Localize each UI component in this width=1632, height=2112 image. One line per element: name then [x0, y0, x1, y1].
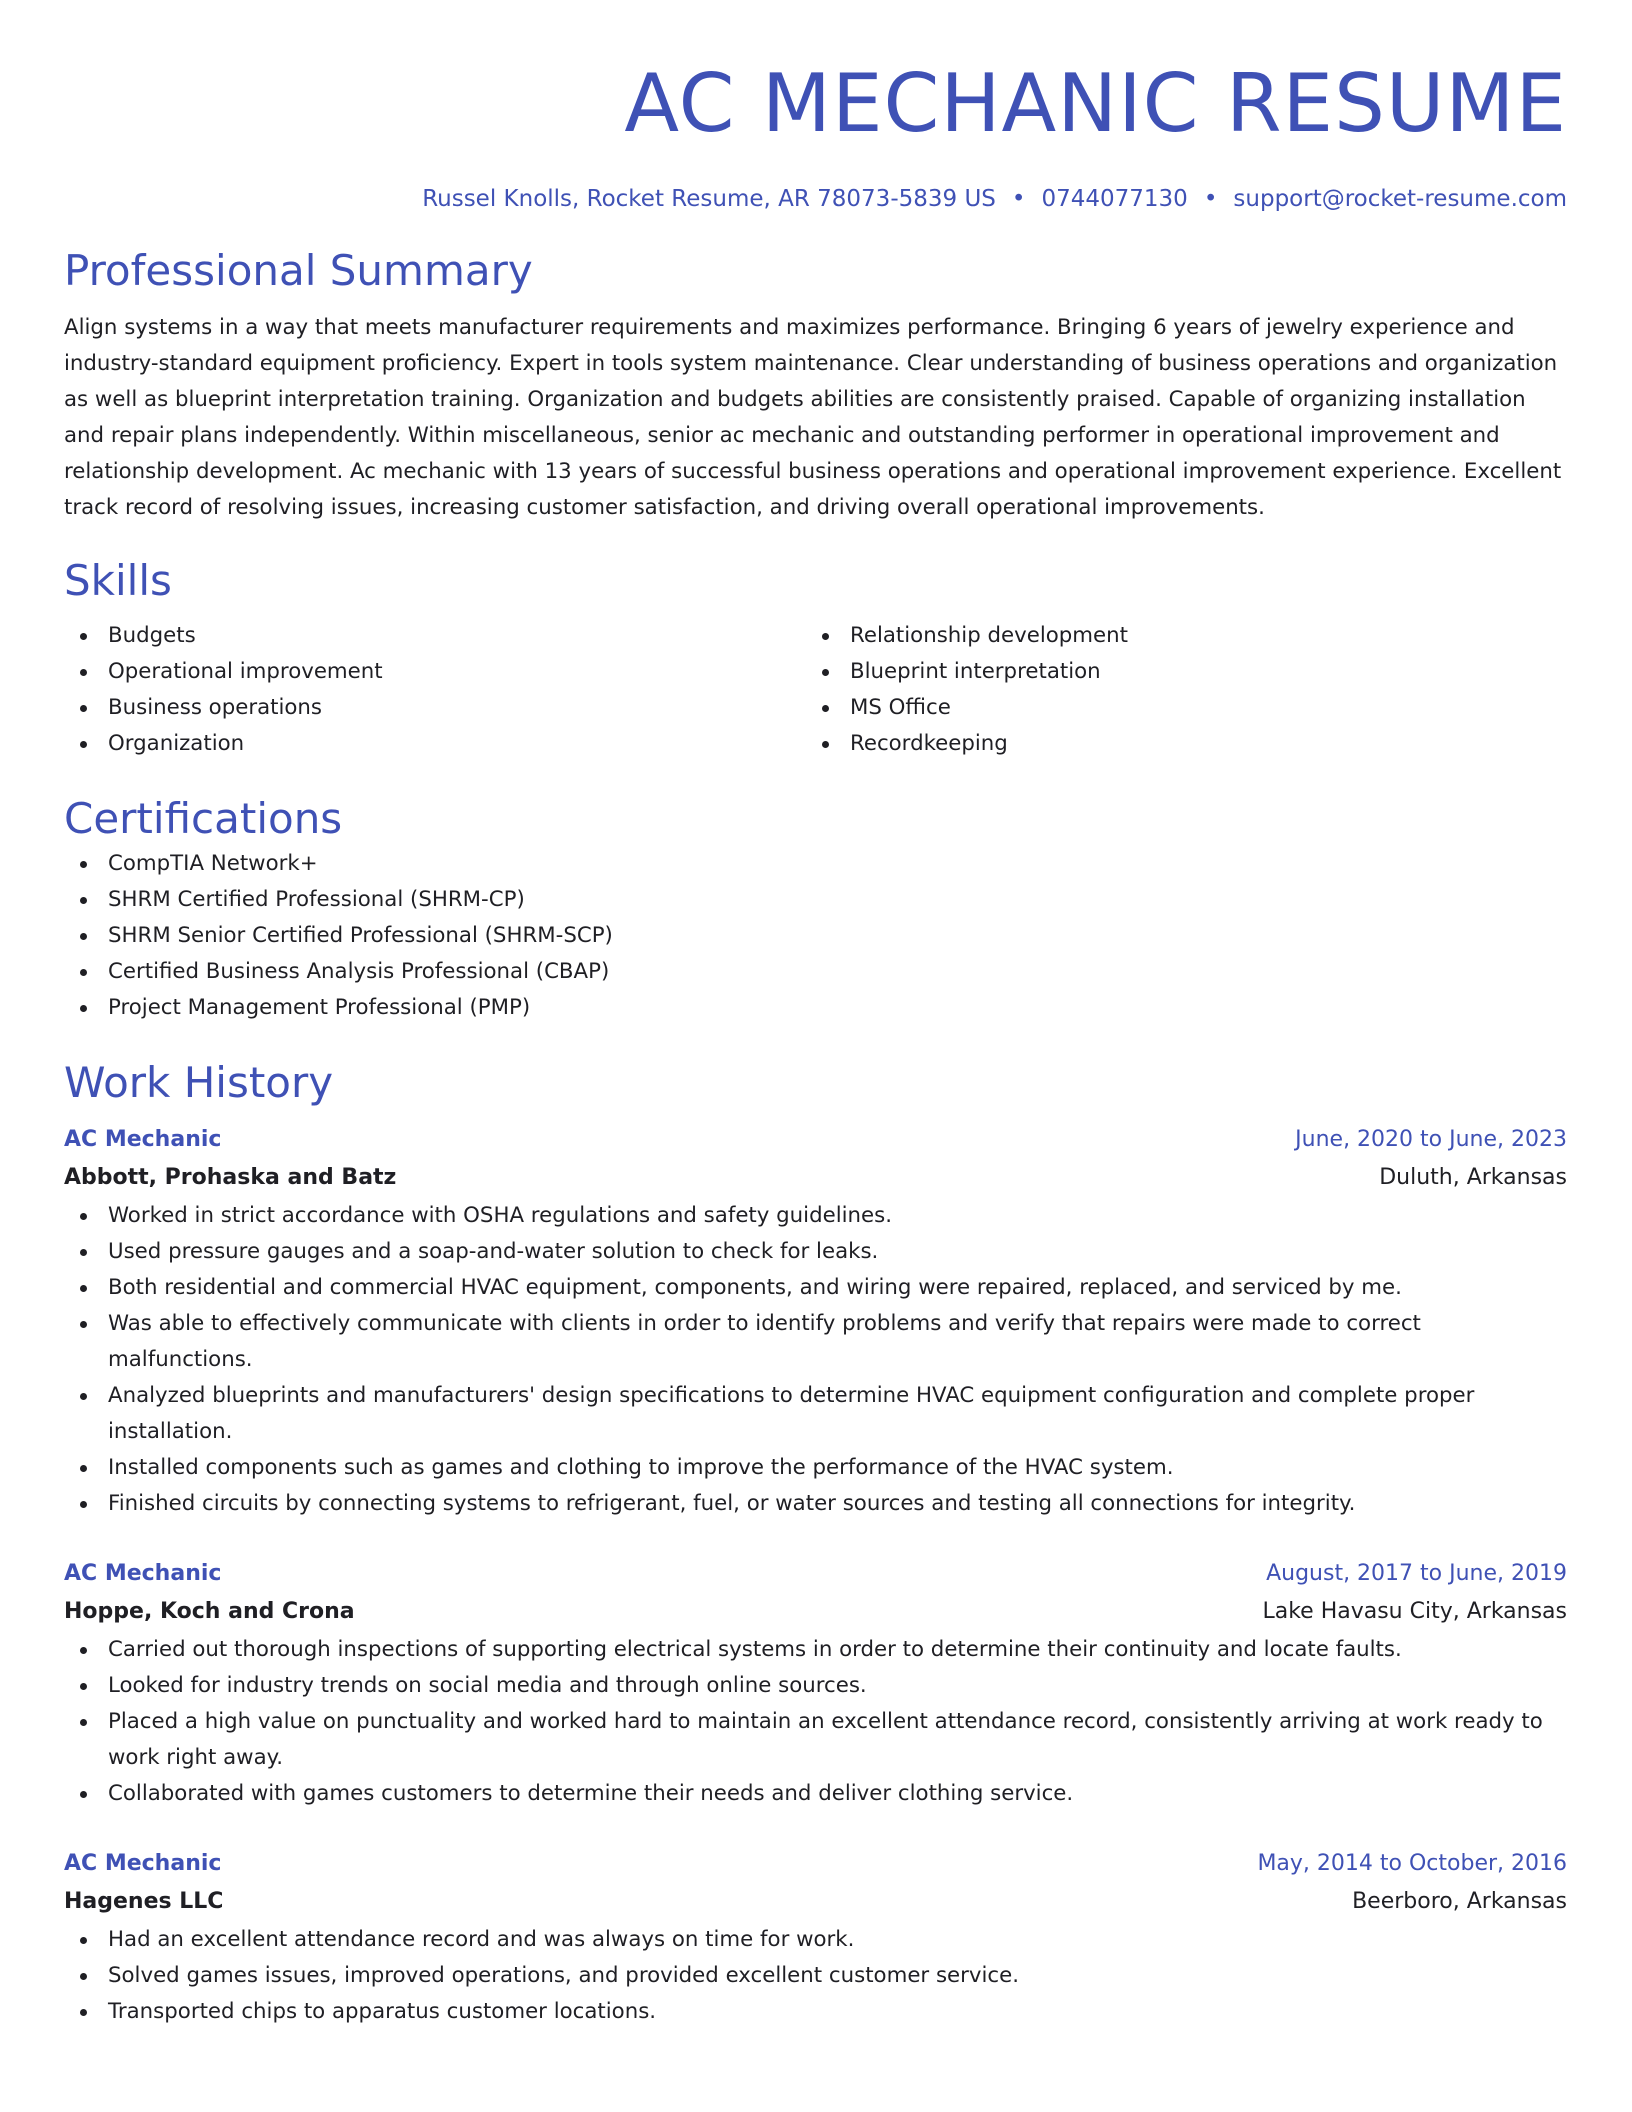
job-duty-item: Analyzed blueprints and manufacturers' design specifications to determine HVAC equipment configuration and complete proper installation.	[64, 1378, 1567, 1450]
skills-column-right	[806, 618, 1548, 762]
skill-item: Blueprint interpretation	[806, 654, 1548, 690]
job-dates: May, 2014 to October, 2016	[1257, 1851, 1567, 1876]
resume-page	[64, 0, 1567, 2030]
summary-heading: Professional Summary	[64, 246, 533, 295]
job-duty-item: Worked in strict accordance with OSHA regulations and safety guidelines.	[64, 1198, 1567, 1234]
certification-item: SHRM Certified Professional (SHRM-CP)	[64, 882, 1567, 918]
job-duty-item: Both residential and commercial HVAC equipment, components, and wiring were repaired, replaced, and serviced by me.	[64, 1270, 1567, 1306]
job-duty-item: Looked for industry trends on social media and through online sources.	[64, 1668, 1567, 1704]
contact-address: Russel Knolls, Rocket Resume, AR 78073-5839 US	[422, 186, 996, 212]
job-duty-item: Transported chips to apparatus customer locations.	[64, 1994, 1567, 2030]
job-title: AC Mechanic	[64, 1127, 222, 1152]
job-title-row	[64, 1556, 1567, 1592]
job-duty-item: Installed components such as games and clothing to improve the performance of the HVAC system.	[64, 1450, 1567, 1486]
certifications-list	[64, 846, 1567, 1026]
job-title-row	[64, 1122, 1567, 1158]
skill-item: Business operations	[64, 690, 806, 726]
contact-separator: •	[1203, 186, 1218, 212]
skill-item: Budgets	[64, 618, 806, 654]
job-title: AC Mechanic	[64, 1561, 222, 1586]
job-dates: June, 2020 to June, 2023	[1295, 1127, 1567, 1152]
job-entry	[64, 1122, 1567, 1522]
skill-item: Recordkeeping	[806, 726, 1548, 762]
job-duty-item: Used pressure gauges and a soap-and-water solution to check for leaks.	[64, 1234, 1567, 1270]
contact-separator: •	[1011, 186, 1026, 212]
skills-list-left	[64, 618, 806, 762]
job-company-row	[64, 1592, 1567, 1632]
job-duty-item: Collaborated with games customers to determine their needs and deliver clothing service.	[64, 1776, 1567, 1812]
certification-item: CompTIA Network+	[64, 846, 1567, 882]
job-entry	[64, 1846, 1567, 2030]
job-title: AC Mechanic	[64, 1851, 222, 1876]
work-history-heading: Work History	[64, 1058, 334, 1107]
certification-item: Certified Business Analysis Professional (CBAP)	[64, 954, 1567, 990]
job-duty-item: Was able to effectively communicate with clients in order to identify problems and verify that repairs were made to correct malfunctions.	[64, 1306, 1567, 1378]
certification-item: SHRM Senior Certified Professional (SHRM-SCP)	[64, 918, 1567, 954]
skills-grid	[64, 618, 1567, 762]
job-duty-item: Finished circuits by connecting systems to refrigerant, fuel, or water sources and testing all connections for integrity.	[64, 1486, 1567, 1522]
job-company-row	[64, 1882, 1567, 1922]
contact-line	[64, 184, 1567, 214]
skills-list-right	[806, 618, 1548, 762]
job-duty-item: Carried out thorough inspections of supporting electrical systems in order to determine their continuity and locate faults.	[64, 1632, 1567, 1668]
resume-title: AC MECHANIC RESUME	[624, 57, 1567, 150]
job-location: Lake Havasu City, Arkansas	[1262, 1599, 1567, 1624]
skill-item: Operational improvement	[64, 654, 806, 690]
job-company: Hoppe, Koch and Crona	[64, 1599, 355, 1624]
contact-email: support@rocket-resume.com	[1233, 186, 1567, 212]
job-duties-list	[64, 1198, 1567, 1522]
skill-item: Organization	[64, 726, 806, 762]
job-title-row	[64, 1846, 1567, 1882]
skills-heading: Skills	[64, 556, 172, 605]
job-duty-item: Solved games issues, improved operations, and provided excellent customer service.	[64, 1958, 1567, 1994]
skill-item: MS Office	[806, 690, 1548, 726]
skill-item: Relationship development	[806, 618, 1548, 654]
job-company-row	[64, 1158, 1567, 1198]
job-duty-item: Placed a high value on punctuality and worked hard to maintain an excellent attendance record, consistently arriving at work ready to work right away.	[64, 1704, 1567, 1776]
job-duty-item: Had an excellent attendance record and was always on time for work.	[64, 1922, 1567, 1958]
certification-item: Project Management Professional (PMP)	[64, 990, 1567, 1026]
skills-column-left	[64, 618, 806, 762]
certifications-heading: Certifications	[64, 794, 343, 843]
job-duties-list	[64, 1632, 1567, 1812]
summary-text: Align systems in a way that meets manufacturer requirements and maximizes performance. Bringing 6 years of jewelry experience and industry-standard equipment proficiency. Expert in tools system maintenance. Clear understanding of business operations and organization as well as blueprint interpretation training. Organization and budgets abilities are consistently praised. Capable of organizing installation and repair plans independently. Within miscellaneous, senior ac mechanic and outstanding performer in operational improvement and relationship development. Ac mechanic with 13 years of successful business operations and operational improvement experience. Excellent track record of resolving issues, increasing customer satisfaction, and driving overall operational improvements.	[64, 315, 1562, 520]
job-company: Abbott, Prohaska and Batz	[64, 1165, 397, 1190]
job-location: Beerboro, Arkansas	[1352, 1889, 1567, 1914]
job-duties-list	[64, 1922, 1567, 2030]
job-location: Duluth, Arkansas	[1379, 1165, 1567, 1190]
contact-phone: 0744077130	[1041, 186, 1188, 212]
job-company: Hagenes LLC	[64, 1889, 224, 1914]
job-entry	[64, 1556, 1567, 1812]
job-dates: August, 2017 to June, 2019	[1266, 1561, 1567, 1586]
